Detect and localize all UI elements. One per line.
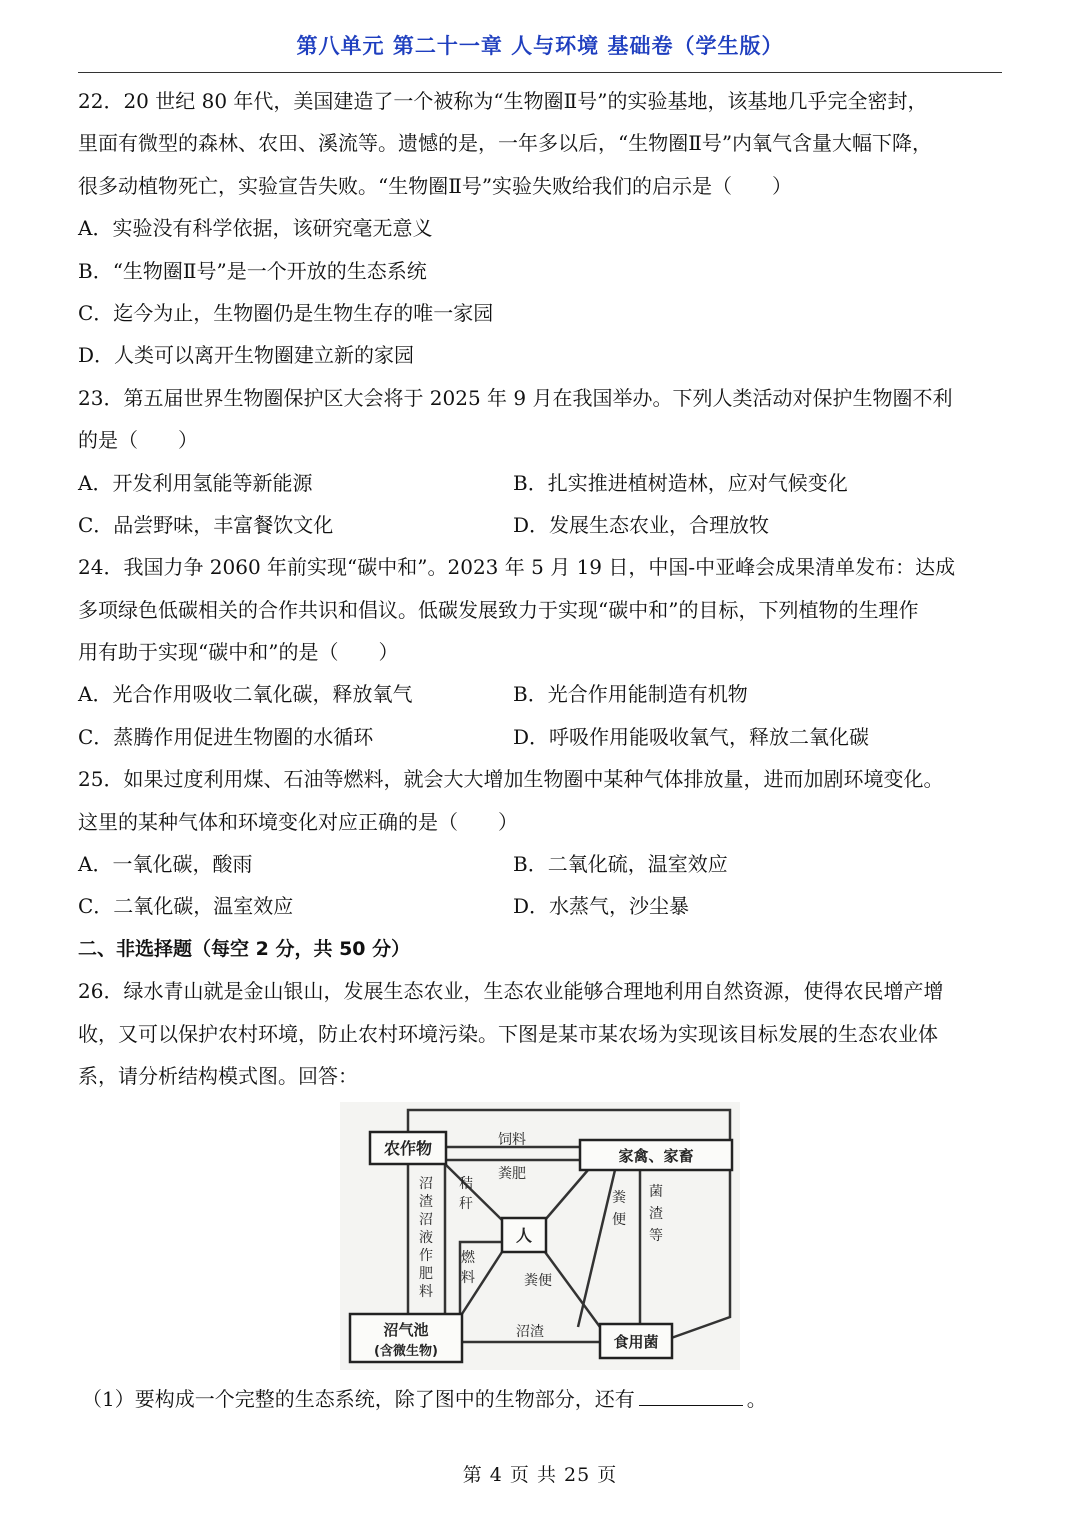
section-title: 二、非选择题（每空 2 分，共 50 分） <box>78 937 411 960</box>
q26-sub1-suffix: 。 <box>746 1387 767 1411</box>
q23-options-row-2 <box>78 504 1002 546</box>
manure-label: 粪肥 <box>498 1166 526 1182</box>
residue-fertilizer-label: 沼渣沼液作肥料 <box>419 1176 433 1300</box>
q24-option-b: B．光合作用能制造有机物 <box>513 682 748 707</box>
q25-option-b: B．二氧化硫，温室效应 <box>513 852 728 877</box>
mushroom-label: 食用菌 <box>613 1333 659 1351</box>
biogas-residue-label: 沼渣 <box>516 1324 544 1340</box>
q24-line-1: 24．我国力争 2060 年前实现“碳中和”。2023 年 5 月 19 日，中国-中亚峰会成果清单发布：达成 <box>78 555 956 580</box>
fuel-label: 燃料 <box>461 1250 475 1286</box>
q23-option-c: C．品尝野味，丰富餐饮文化 <box>78 512 334 537</box>
q24-line-2: 多项绿色低碳相关的合作共识和倡议。低碳发展致力于实现“碳中和”的目标，下列植物的生理作 <box>78 597 919 622</box>
q23-options-row-1 <box>78 462 1002 504</box>
q25-option-d: D．水蒸气，沙尘暴 <box>513 894 690 919</box>
straw-label: 秸秆 <box>459 1176 473 1212</box>
q23-option-d: D．发展生态农业，合理放牧 <box>513 512 770 537</box>
question-content <box>78 80 1002 1097</box>
q23-option-b: B．扎实推进植树造林，应对气候变化 <box>513 470 848 495</box>
q22-option-b: B．“生物圈Ⅱ号”是一个开放的生态系统 <box>78 258 427 283</box>
q26-sub1-prefix: （1）要构成一个完整的生态系统，除了图中的生物部分，还有 <box>82 1387 635 1411</box>
q24-option-d: D．呼吸作用能吸收氧气，释放二氧化碳 <box>513 724 870 749</box>
header-divider <box>78 72 1002 73</box>
crops-label: 农作物 <box>383 1139 433 1158</box>
q22-option-c: C．迄今为止，生物圈仍是生物生存的唯一家园 <box>78 300 494 325</box>
q26-subquestion-1 <box>82 1378 1002 1420</box>
q22-line-2: 里面有微型的森林、农田、溪流等。遗憾的是，一年多以后，“生物圈Ⅱ号”内氧气含量大幅下降， <box>78 131 933 156</box>
q23-line-2: 的是（ ） <box>78 428 198 453</box>
q24-line-3: 用有助于实现“碳中和”的是（ ） <box>78 640 399 665</box>
q25-options-row-2 <box>78 885 1002 927</box>
q22-option-d: D．人类可以离开生物圈建立新的家园 <box>78 343 415 368</box>
q23-line-1: 23．第五届世界生物圈保护区大会将于 2025 年 9 月在我国举办。下列人类活动对保护生物圈不利 <box>78 385 953 410</box>
q24-options-row-2 <box>78 716 1002 758</box>
feed-label: 饲料 <box>498 1132 526 1148</box>
q25-option-c: C．二氧化碳，温室效应 <box>78 894 294 919</box>
q23-option-a: A．开发利用氢能等新能源 <box>78 470 313 495</box>
q25-line-2: 这里的某种气体和环境变化对应正确的是（ ） <box>78 809 518 834</box>
q24-options-row-1 <box>78 673 1002 715</box>
human-label: 人 <box>515 1226 533 1245</box>
biogas-label-1: 沼气池 <box>383 1321 429 1339</box>
diagram-svg <box>340 1102 740 1370</box>
q26-line-3: 系，请分析结构模式图。回答： <box>78 1063 358 1088</box>
q25-line-1: 25．如果过度利用煤、石油等燃料，就会大大增加生物圈中某种气体排放量，进而加剧环境变化。 <box>78 767 944 792</box>
q24-option-a: A．光合作用吸收二氧化碳，释放氧气 <box>78 682 413 707</box>
q22-line-1: 22．20 世纪 80 年代，美国建造了一个被称为“生物圈Ⅱ号”的实验基地，该基地几乎完全密封， <box>78 89 928 113</box>
bacteria-residue-label: 菌渣等 <box>649 1184 663 1244</box>
page-footer: 第 4 页 共 25 页 <box>462 1464 618 1486</box>
biogas-label-2: (含微生物) <box>374 1344 438 1359</box>
q24-option-c: C．蒸腾作用促进生物圈的水循环 <box>78 724 374 749</box>
page-header-title: 第八单元 第二十一章 人与环境 基础卷（学生版） <box>296 34 784 58</box>
q26-line-1: 26．绿水青山就是金山银山，发展生态农业，生态农业能够合理地利用自然资源，使得农民增产增 <box>78 979 944 1004</box>
eco-agriculture-diagram <box>340 1102 740 1370</box>
q22-option-a: A．实验没有科学依据，该研究毫无意义 <box>78 216 433 241</box>
livestock-label: 家禽、家畜 <box>618 1147 694 1165</box>
q26-sub1-answer-blank[interactable] <box>639 1387 743 1406</box>
q25-option-a: A．一氧化碳，酸雨 <box>78 852 253 877</box>
q22-line-3: 很多动植物死亡，实验宣告失败。“生物圈Ⅱ号”实验失败给我们的启示是（ ） <box>78 173 793 198</box>
feces-label: 粪便 <box>612 1190 626 1228</box>
feces-mid-label: 粪便 <box>524 1273 552 1289</box>
q26-line-2: 收，又可以保护农村环境，防止农村环境污染。下图是某市某农场为实现该目标发展的生态农业体 <box>78 1021 938 1046</box>
q25-options-row-1 <box>78 843 1002 885</box>
